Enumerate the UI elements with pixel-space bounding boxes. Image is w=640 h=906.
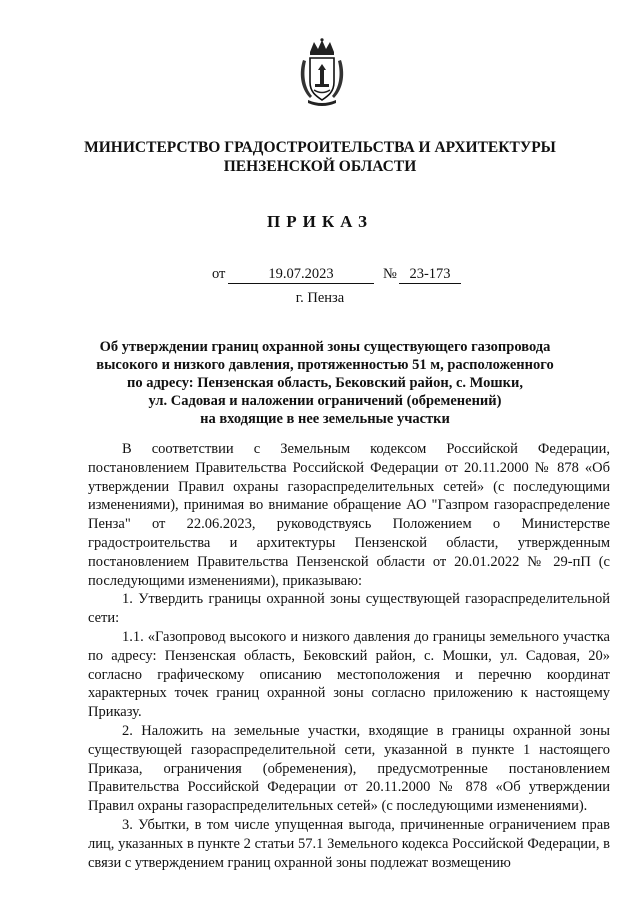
item-1-paragraph: 1. Утвердить границы охранной зоны существующей газораспределительной сети:: [88, 591, 610, 627]
date-number-row: [0, 266, 640, 288]
item-3-paragraph: 3. Убытки, в том числе упущенная выгода, причиненные ограничением прав лиц, указанных в пункте 2 статьи 57.1 Земельного кодекса Российской Федерации, в связи с утверждением границ охранной зоны подлежат возмещению: [88, 816, 610, 871]
coat-of-arms-icon: [298, 38, 346, 106]
item-2-paragraph: 2. Наложить на земельные участки, входящие в границы охранной зоны существующей газораспределительной сети, указанной в пункте 1 настоящего Приказа, ограничения (обременения), предусмотренные постановлением Правительства Российской Федерации от 20.11.2000 № 878 «Об утверждении Правил охраны газораспределительных сетей» (с последующими изменениями).: [88, 722, 610, 815]
order-body: [88, 440, 610, 872]
ministry-name-line-2: ПЕНЗЕНСКОЙ ОБЛАСТИ: [223, 158, 417, 175]
ministry-name-line-1: МИНИСТЕРСТВО ГРАДОСТРОИТЕЛЬСТВА И АРХИТЕКТУРЫ: [84, 139, 556, 156]
date-from-label: от: [212, 266, 226, 282]
order-date: 19.07.2023: [228, 266, 374, 284]
heading-line: по адресу: Пензенская область, Бековский район, с. Мошки,: [127, 375, 523, 391]
heading-line: ул. Садовая и наложении ограничений (обременений): [148, 393, 502, 409]
heading-line: Об утверждении границ охранной зоны существующего газопровода: [99, 339, 551, 355]
city: г. Пенза: [295, 290, 345, 306]
heading-line: высокого и низкого давления, протяженностью 51 м, расположенного: [96, 357, 554, 373]
preamble-paragraph: В соответствии с Земельным кодексом Российской Федерации, постановлением Правительства Российской Федерации от 20.11.2000 № 878 «Об утверждении Правил охраны газораспределительных сетей» (с последующими изменениями), принимая во внимание обращение АО "Газпром газораспределение Пенза" от 22.06.2023, руководствуясь Положением о Министерстве градостроительства и архитектуры Пензенской области, утвержденным постановлением Правительства Пензенской области от 20.01.2022 № 29-пП (с последующими изменениями), приказываю:: [88, 441, 610, 589]
number-label: №: [383, 266, 397, 282]
heading-line: на входящие в нее земельные участки: [200, 411, 450, 427]
item-1-1-paragraph: 1.1. «Газопровод высокого и низкого давления до границы земельного участка по адресу: Пензенская область, Бековский район, с. Мошки, ул. Садовая, 20» согласно графическому описанию местоположения и перечню координат характерных точек границ охранной зоны согласно приложению к настоящему Приказу.: [88, 628, 610, 721]
order-title: ПРИКАЗ: [267, 212, 373, 231]
order-number: 23-173: [399, 266, 461, 284]
order-heading: [90, 338, 560, 428]
